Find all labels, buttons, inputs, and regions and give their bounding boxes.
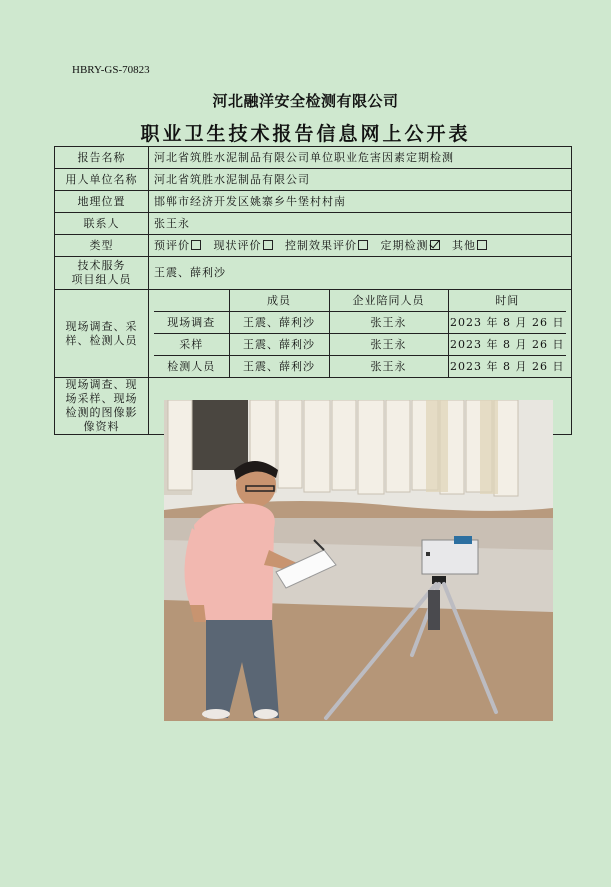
table-row xyxy=(154,356,566,378)
table-row xyxy=(55,257,572,290)
site-photo-illustration xyxy=(164,400,553,721)
type-label: 类型 xyxy=(55,235,149,257)
tech-team-label: 技术服务 项目组人员 xyxy=(55,257,149,290)
table-row xyxy=(55,169,572,191)
option-pre-assessment: 预评价 xyxy=(154,239,209,252)
task-cell: 现场调查 xyxy=(154,312,229,334)
employer-label: 用人单位名称 xyxy=(55,169,149,191)
checkbox-icon xyxy=(263,240,273,250)
table-header-row xyxy=(154,290,566,312)
date-cell: 2023 年 8 月 26 日 xyxy=(448,356,566,378)
tech-team-value: 王震、薛利沙 xyxy=(149,257,572,290)
column-header xyxy=(154,290,229,312)
option-control-effect: 控制效果评价 xyxy=(285,239,376,252)
document-code: HBRY-GS-70823 xyxy=(72,64,150,76)
type-options xyxy=(149,235,572,257)
report-name-value: 河北省筑胜水泥制品有限公司单位职业危害因素定期检测 xyxy=(149,147,572,169)
column-header: 成员 xyxy=(229,290,329,312)
photo-cell xyxy=(149,378,572,435)
location-value: 邯郸市经济开发区姚寨乡牛堡村村南 xyxy=(149,191,572,213)
survey-personnel-table xyxy=(154,290,566,377)
checkbox-icon xyxy=(358,240,368,250)
option-periodic-testing: 定期检测 xyxy=(381,239,448,252)
table-row xyxy=(55,147,572,169)
page-title: 职业卫生技术报告信息网上公开表 xyxy=(140,123,471,145)
site-photo xyxy=(164,400,553,721)
table-row xyxy=(55,213,572,235)
escort-cell: 张王永 xyxy=(329,312,448,334)
checkbox-icon xyxy=(477,240,487,250)
table-row xyxy=(55,191,572,213)
escort-cell: 张王永 xyxy=(329,334,448,356)
location-label: 地理位置 xyxy=(55,191,149,213)
column-header: 企业陪同人员 xyxy=(329,290,448,312)
members-cell: 王震、薛利沙 xyxy=(229,356,329,378)
checked-checkbox-icon xyxy=(430,240,440,250)
table-row xyxy=(55,378,572,435)
table-row xyxy=(55,290,572,378)
contact-label: 联系人 xyxy=(55,213,149,235)
table-row xyxy=(154,312,566,334)
employer-value: 河北省筑胜水泥制品有限公司 xyxy=(149,169,572,191)
date-cell: 2023 年 8 月 26 日 xyxy=(448,312,566,334)
table-row xyxy=(154,334,566,356)
option-status-assessment: 现状评价 xyxy=(214,239,281,252)
checkbox-icon xyxy=(191,240,201,250)
contact-value: 张王永 xyxy=(149,213,572,235)
report-name-label: 报告名称 xyxy=(55,147,149,169)
escort-cell: 张王永 xyxy=(329,356,448,378)
table-row xyxy=(55,235,572,257)
column-header: 时间 xyxy=(448,290,566,312)
members-cell: 王震、薛利沙 xyxy=(229,312,329,334)
task-cell: 采样 xyxy=(154,334,229,356)
survey-personnel-label: 现场调查、采样、检测人员 xyxy=(55,290,149,378)
company-name: 河北融洋安全检测有限公司 xyxy=(212,92,399,110)
survey-personnel-cell xyxy=(149,290,572,378)
option-other: 其他 xyxy=(452,239,495,252)
task-cell: 检测人员 xyxy=(154,356,229,378)
photo-label: 现场调查、现场采样、现场检测的图像影像资料 xyxy=(55,378,149,435)
date-cell: 2023 年 8 月 26 日 xyxy=(448,334,566,356)
disclosure-table xyxy=(54,146,572,435)
members-cell: 王震、薛利沙 xyxy=(229,334,329,356)
